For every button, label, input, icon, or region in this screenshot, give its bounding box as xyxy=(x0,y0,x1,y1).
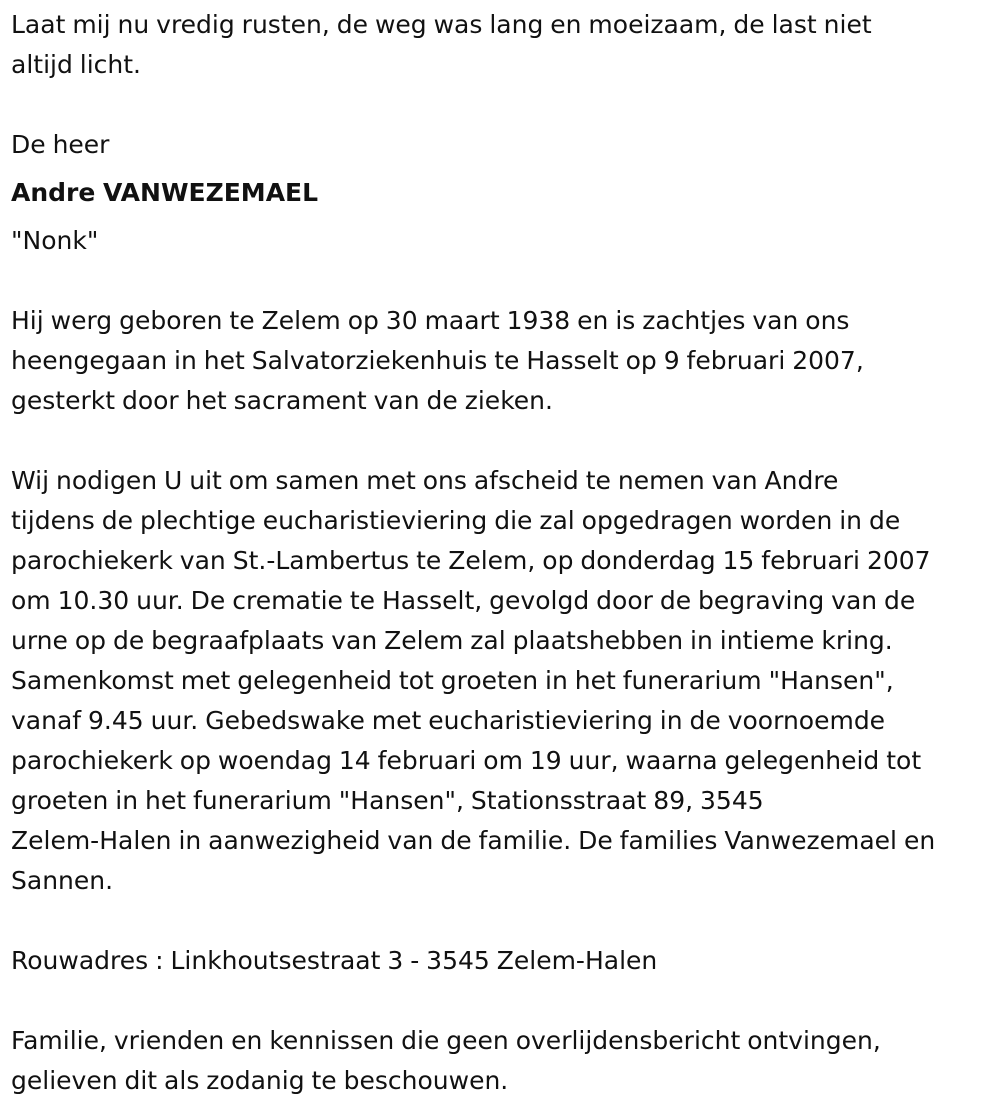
ceremony-line: parochiekerk van St.-Lambertus te Zelem, op donderdag 15 februari 2007 xyxy=(11,546,931,575)
birth-paragraph xyxy=(11,301,995,421)
opening-line: Laat mij nu vredig rusten, de weg was lang en moeizaam, de last niet xyxy=(11,10,872,39)
opening-quote xyxy=(11,5,995,85)
ceremony-line: vanaf 9.45 uur. Gebedswake met eucharistieviering in de voornoemde xyxy=(11,706,886,735)
paragraph-spacer xyxy=(11,85,995,125)
ceremony-line: urne op de begraafplaats van Zelem zal plaatshebben in intieme kring. xyxy=(11,626,893,655)
line-spacer xyxy=(11,213,995,221)
obituary-document xyxy=(11,5,995,1101)
mourning-address: Rouwadres : Linkhoutsestraat 3 - 3545 Zelem-Halen xyxy=(11,946,658,975)
ceremony-line: parochiekerk op woendag 14 februari om 19 uur, waarna gelegenheid tot xyxy=(11,746,922,775)
ceremony-line: tijdens de plechtige eucharistieviering die zal opgedragen worden in de xyxy=(11,506,901,535)
ceremony-line: Samenkomst met gelegenheid tot groeten in het funerarium "Hansen", xyxy=(11,666,894,695)
paragraph-spacer xyxy=(11,901,995,941)
closing-paragraph xyxy=(11,1021,995,1101)
ceremony-line: om 10.30 uur. De crematie te Hasselt, gevolgd door de begraving van de xyxy=(11,586,916,615)
birth-line: heengegaan in het Salvatorziekenhuis te Hasselt op 9 februari 2007, xyxy=(11,346,864,375)
name-block xyxy=(11,125,995,261)
ceremony-paragraph xyxy=(11,461,995,901)
ceremony-line: Wij nodigen U uit om samen met ons afscheid te nemen van Andre xyxy=(11,466,839,495)
birth-line: Hij werg geboren te Zelem op 30 maart 1938 en is zachtjes van ons xyxy=(11,306,850,335)
closing-line: gelieven dit als zodanig te beschouwen. xyxy=(11,1066,509,1095)
birth-line: gesterkt door het sacrament van de zieken. xyxy=(11,386,553,415)
ceremony-line: Sannen. xyxy=(11,866,114,895)
paragraph-spacer xyxy=(11,261,995,301)
opening-line: altijd licht. xyxy=(11,50,142,79)
deceased-name: Andre VANWEZEMAEL xyxy=(11,178,319,207)
salutation: De heer xyxy=(11,130,110,159)
paragraph-spacer xyxy=(11,421,995,461)
paragraph-spacer xyxy=(11,981,995,1021)
ceremony-line: Zelem-Halen in aanwezigheid van de familie. De families Vanwezemael en xyxy=(11,826,936,855)
line-spacer xyxy=(11,165,995,173)
ceremony-line: groeten in het funerarium "Hansen", Stationsstraat 89, 3545 xyxy=(11,786,764,815)
closing-line: Familie, vrienden en kennissen die geen overlijdensbericht ontvingen, xyxy=(11,1026,881,1055)
nickname: "Nonk" xyxy=(11,226,99,255)
